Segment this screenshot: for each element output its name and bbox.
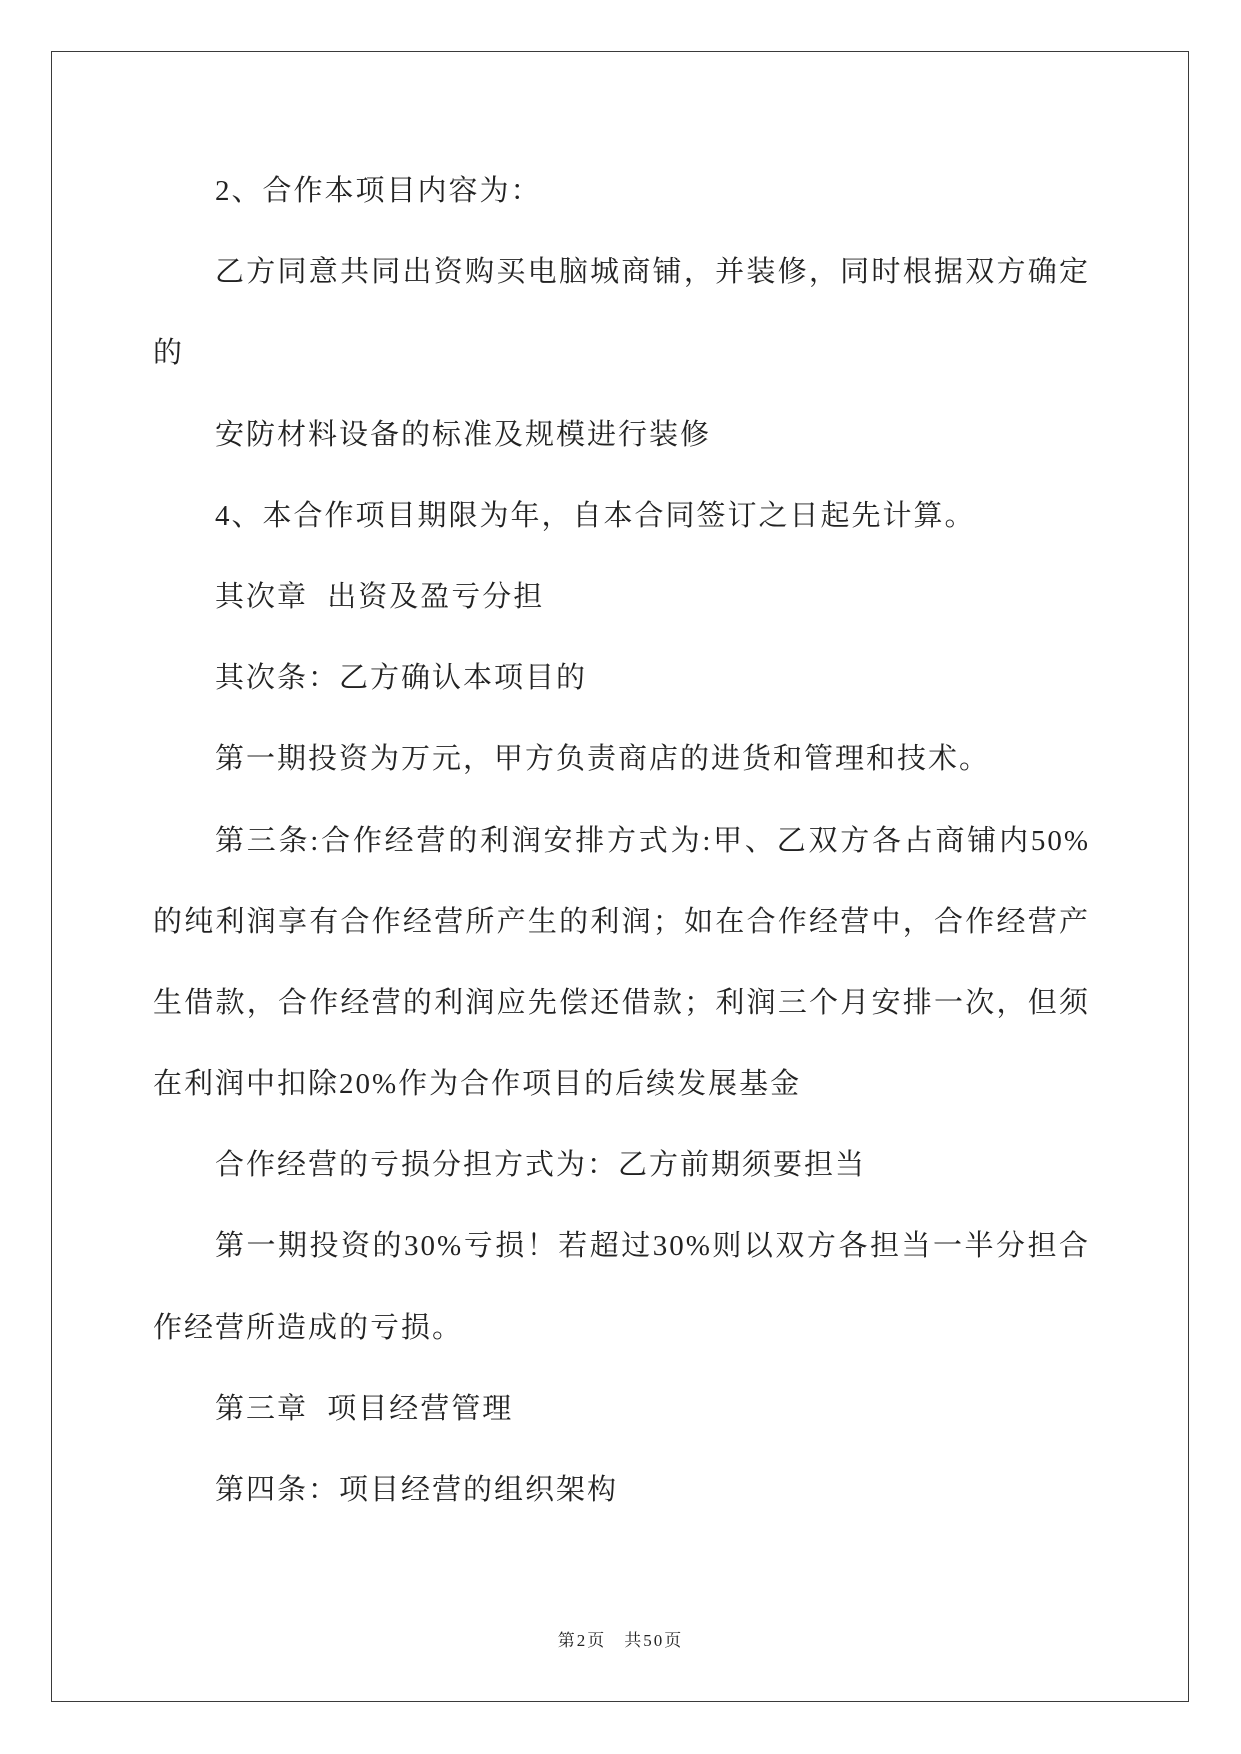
clause-line: 的纯利润享有合作经营所产生的利润；如在合作经营中，合作经营产 xyxy=(153,905,1090,938)
chapter-heading: 第三章 项目经营管理 xyxy=(215,1392,514,1425)
total-pages-label: 共50页 xyxy=(624,1631,684,1650)
article-line: 其次条：乙方确认本项目的 xyxy=(215,662,588,695)
article-line: 第四条：项目经营的组织架构 xyxy=(215,1474,619,1506)
clause-line: 合作经营的亏损分担方式为：乙方前期须要担当 xyxy=(215,1149,867,1182)
document-body xyxy=(0,151,1241,1531)
clause-line: 生借款，合作经营的利润应先偿还借款；利润三个月安排一次，但须 xyxy=(153,986,1090,1019)
clause-line: 安防材料设备的标准及规模进行装修 xyxy=(215,418,712,451)
clause-line: 2、合作本项目内容为： xyxy=(215,175,542,207)
clause-line: 在利润中扣除20%作为合作项目的后续发展基金 xyxy=(153,1068,802,1101)
page-number-footer xyxy=(0,1626,1241,1651)
clause-line: 4、本合作项目期限为年，自本合同签订之日起先计算。 xyxy=(215,499,976,532)
clause-line: 第一期投资的30%亏损！若超过30%则以双方各担当一半分担合 xyxy=(215,1230,1090,1263)
clause-line: 的 xyxy=(153,337,185,370)
clause-line: 作经营所造成的亏损。 xyxy=(153,1311,464,1344)
clause-line: 第一期投资为万元，甲方负责商店的进货和管理和技术。 xyxy=(215,743,991,776)
chapter-heading: 其次章 出资及盈亏分担 xyxy=(215,580,545,613)
clause-line: 乙方同意共同出资购买电脑城商铺，并装修，同时根据双方确定 xyxy=(215,256,1090,289)
current-page-label: 第2页 xyxy=(557,1631,607,1650)
article-line: 第三条:合作经营的利润安排方式为:甲、乙双方各占商铺内50% xyxy=(215,824,1090,857)
